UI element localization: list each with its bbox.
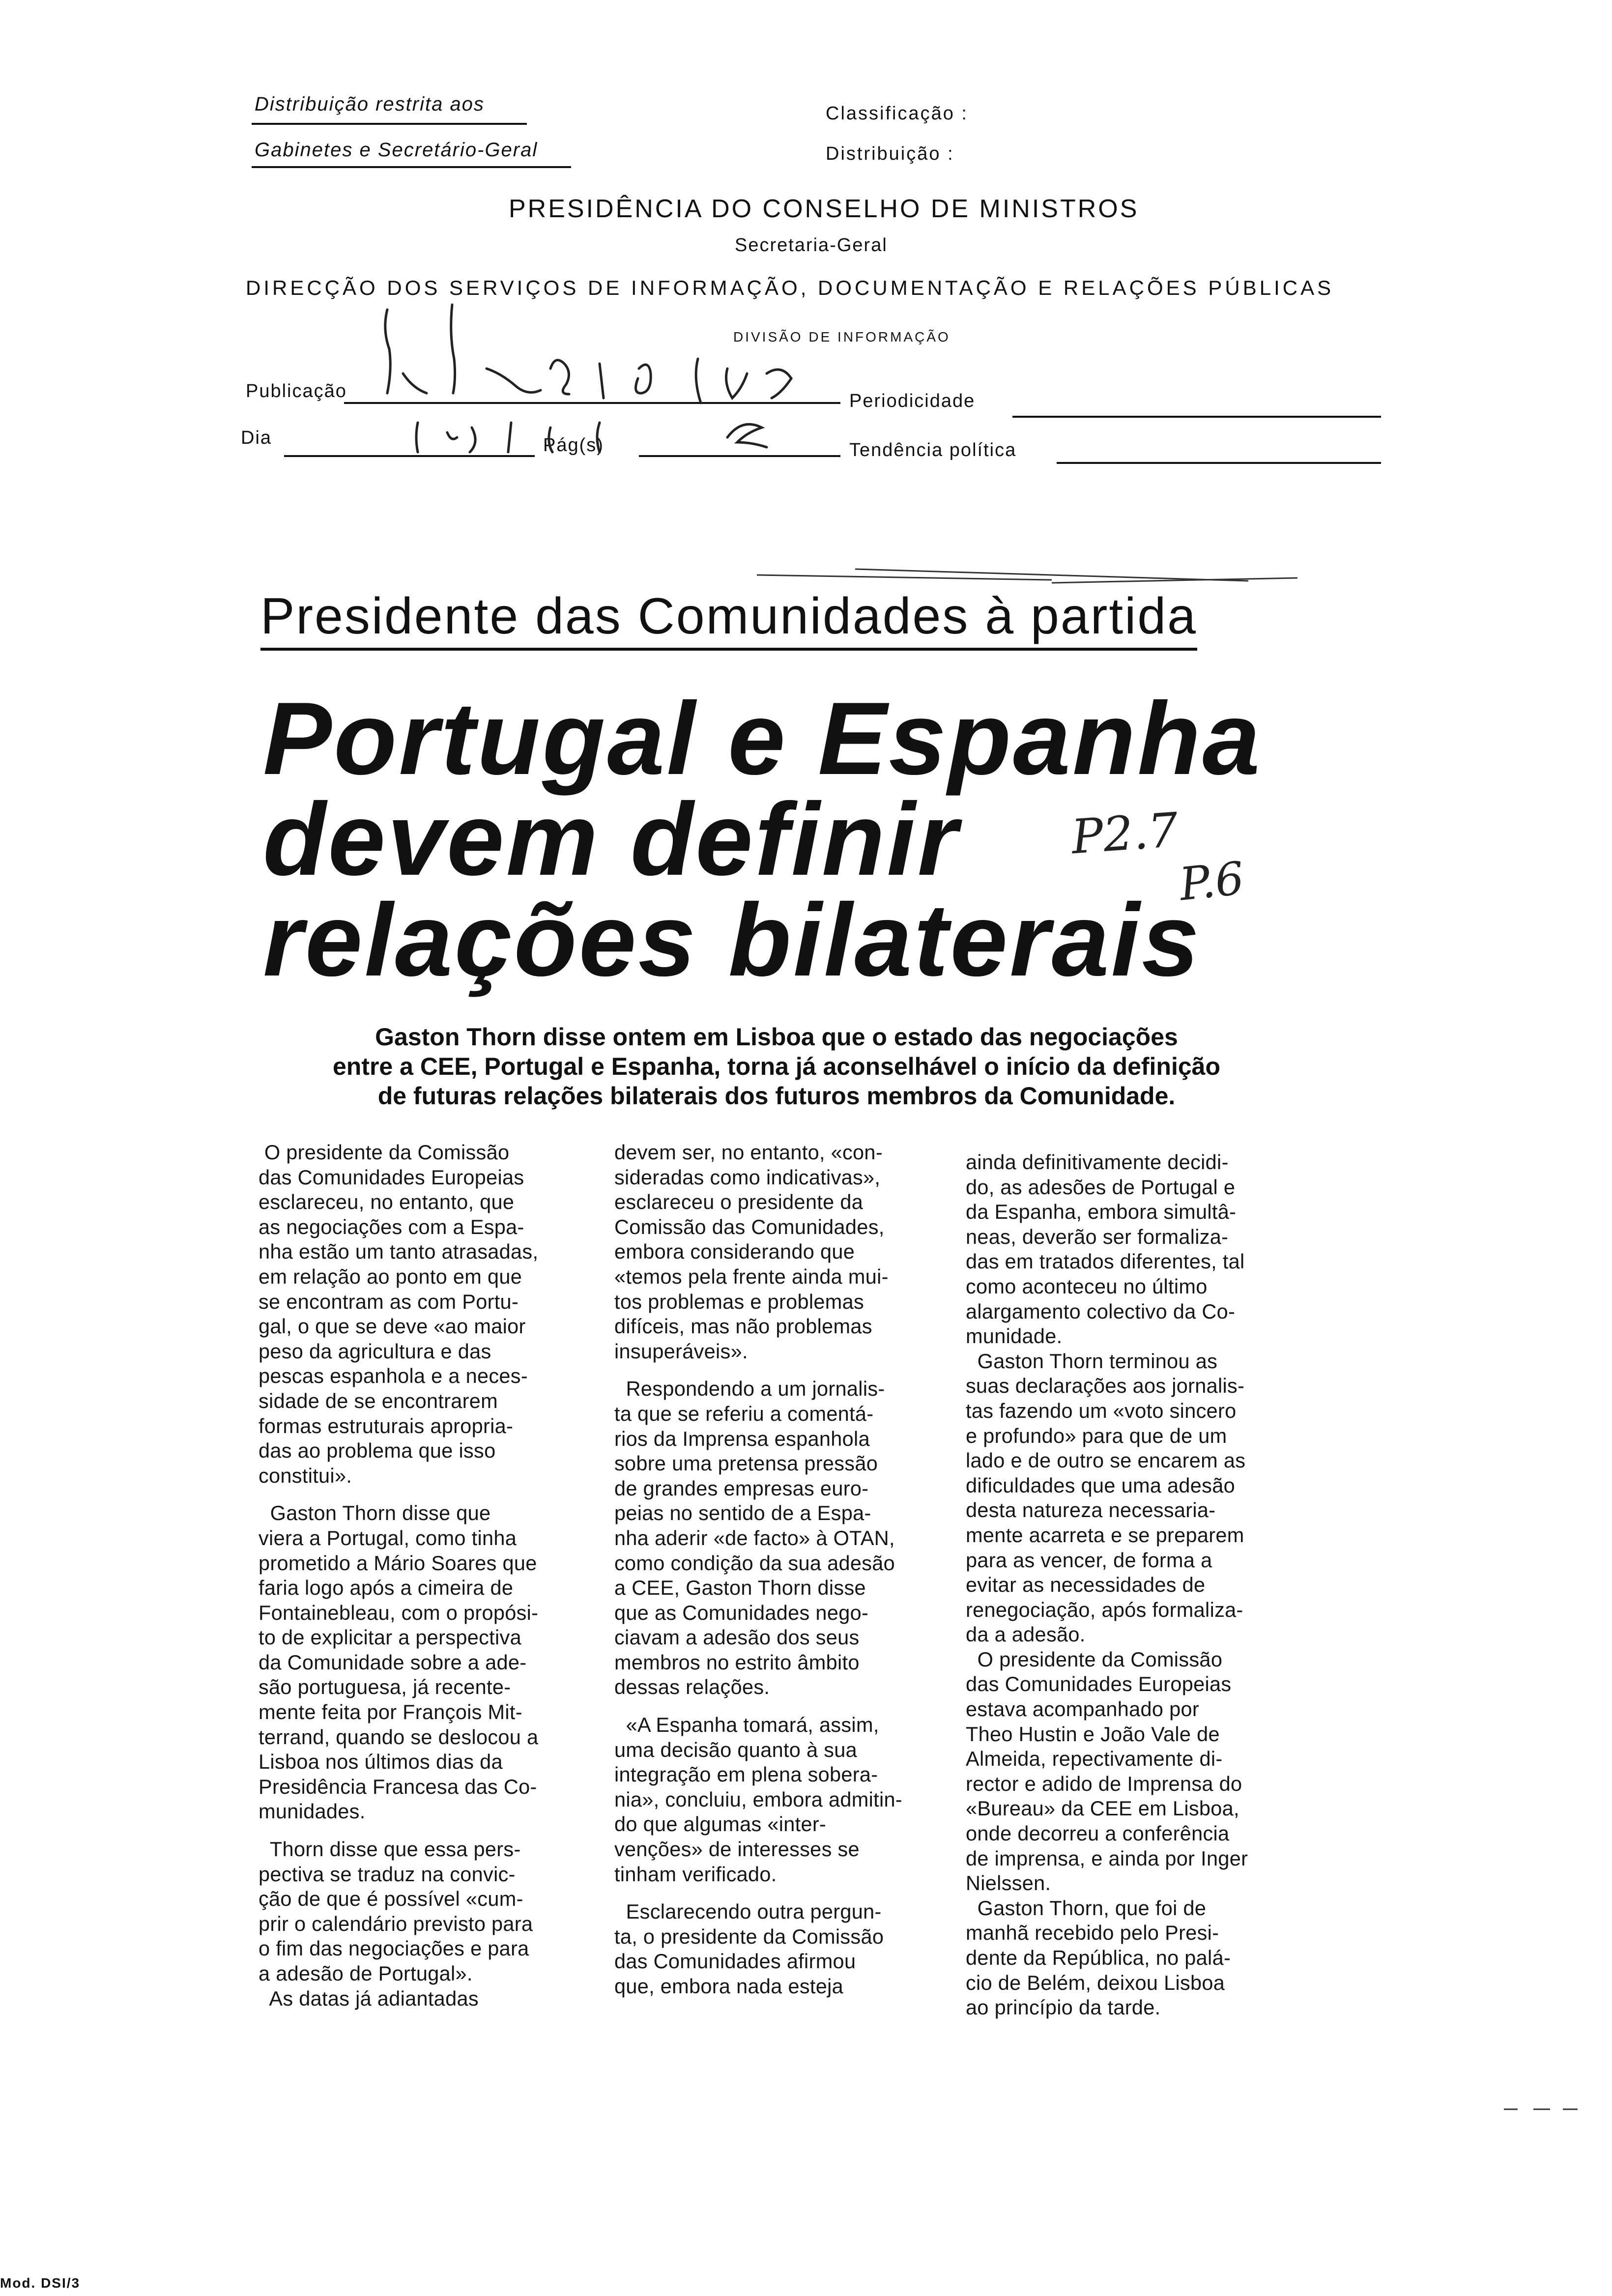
column-text-line: terrand, quando se deslocou a [259,1725,539,1749]
lead-line: Gaston Thorn disse ontem em Lisboa que o estado das negociações [375,1023,1178,1051]
day-label: Dia [241,428,272,448]
column-text-line: ta, o presidente da Comissão [614,1924,884,1948]
column-text-line: «temos pela frente ainda mui- [614,1264,889,1288]
column-text-line: nia», concluiu, embora admitin- [614,1787,902,1811]
form-model-code: Mod. DSI/3 [0,2275,81,2291]
column-text-line: pectiva se traduz na convic- [259,1862,516,1886]
column-text-line: As datas já adiantadas [259,1986,479,2010]
handwritten-publication-scribble [374,295,865,482]
column-text-line: alargamento colectivo da Co- [966,1299,1236,1323]
column-text-line: difíceis, mas não problemas [614,1315,872,1338]
column-text-line: sobre uma pretensa pressão [614,1452,878,1475]
column-text-line: desta natureza necessaria- [966,1498,1216,1522]
column-text-line: ta que se referiu a comentá- [614,1402,874,1425]
column-text-line: O presidente da Comissão [259,1141,510,1164]
information-division: DIVISÃO DE INFORMAÇÃO [733,329,950,344]
column-text-line: nha estão um tanto atrasadas, [259,1240,539,1263]
column-text-line: como aconteceu no último [966,1274,1208,1298]
article-column-2 [614,1140,929,1999]
periodicity-field-line [1012,416,1381,418]
column-text-line: evitar as necessidades de [966,1573,1206,1597]
rule [252,123,527,125]
column-text-line: estava acompanhado por [966,1697,1199,1721]
column-text-line: rector e adido de Imprensa do [966,1772,1242,1795]
paragraph-gap [614,1364,929,1377]
column-text-line: tos problemas e problemas [614,1290,864,1313]
column-text-line: para as vencer, de forma a [966,1548,1212,1572]
column-text-line: de grandes empresas euro- [614,1476,869,1500]
column-text-line: Lisboa nos últimos dias da [259,1750,503,1774]
article-kicker: Presidente das Comunidades à partida [260,587,1197,651]
column-text-line: as negociações com a Espa- [259,1215,524,1238]
column-text-line: da Comunidade sobre a ade- [259,1650,527,1674]
distribution-label: Distribuição : [826,144,954,164]
column-text-line: rios da Imprensa espanhola [614,1427,870,1450]
column-text-line: «A Espanha tomará, assim, [614,1713,879,1737]
column-text-line: pescas espanhola e a neces- [259,1364,528,1388]
column-text-line: se encontram as com Portu- [259,1290,519,1313]
restricted-distribution-line1: Distribuição restrita aos [255,93,485,115]
column-text-line: insuperáveis». [614,1339,748,1363]
column-text-line: membros no estrito âmbito [614,1650,860,1674]
column-text-line: nha aderir «de facto» à OTAN, [614,1526,895,1550]
column-text-line: Gaston Thorn disse que [259,1501,491,1525]
column-text-line: devem ser, no entanto, «con- [614,1141,883,1164]
column-text-line: esclareceu, no entanto, que [259,1190,515,1214]
pages-label: Pág(s) [543,435,604,456]
column-text-line: neas, deverão ser formaliza- [966,1225,1229,1248]
column-text-line: em relação ao ponto em que [259,1264,522,1288]
column-text-line: das ao problema que isso [259,1439,496,1463]
column-text-line: mente feita por François Mit- [259,1700,522,1724]
political-tendency-label: Tendência política [849,440,1017,460]
column-text-line: sideradas como indicativas», [614,1165,881,1189]
column-text-line: ção de que é possível «cum- [259,1887,523,1911]
column-text-line: das Comunidades afirmou [614,1950,856,1973]
handwritten-note-1: P2.7 [1069,802,1180,865]
column-text-line: tinham verificado. [614,1862,777,1886]
column-text-line: Respondendo a um jornalis- [614,1377,885,1401]
column-text-line: Thorn disse que essa pers- [259,1837,521,1861]
column-text-line: como condição da sua adesão [614,1551,895,1575]
column-text-line: formas estruturais apropria- [259,1414,514,1437]
column-text-line: uma decisão quanto à sua [614,1738,858,1761]
column-text-line: das Comunidades Europeias [966,1672,1232,1696]
column-text-line: Gaston Thorn terminou as [966,1349,1218,1373]
column-text-line: dificuldades que uma adesão [966,1473,1235,1497]
column-text-line: e profundo» para que de um [966,1424,1227,1447]
headline-line-2: devem definir [263,781,960,897]
column-text-line: cio de Belém, deixou Lisboa [966,1971,1225,1994]
article-column-1 [259,1140,573,2011]
rule [252,166,571,168]
paragraph-gap [614,1700,929,1713]
directorate-line: DIRECÇÃO DOS SERVIÇOS DE INFORMAÇÃO, DOCUMENTAÇÃO E RELAÇÕES PÚBLICAS [246,276,1334,299]
column-text-line: que as Comunidades nego- [614,1601,869,1624]
column-text-line: são portuguesa, já recente- [259,1675,511,1699]
column-text-line: integração em plena sobera- [614,1763,878,1786]
column-text-line: suas declarações aos jornalis- [966,1374,1245,1398]
paragraph-gap [614,1887,929,1899]
column-text-line: embora considerando que [614,1240,855,1263]
column-text-line: Fontainebleau, com o propósi- [259,1601,539,1624]
column-text-line: Presidência Francesa das Co- [259,1775,537,1798]
tendency-field-line [1057,462,1381,464]
column-text-line: O presidente da Comissão [966,1647,1223,1671]
column-text-line: venções» de interesses se [614,1837,860,1861]
column-text-line: a CEE, Gaston Thorn disse [614,1576,866,1600]
column-text-line: ciavam a adesão dos seus [614,1626,860,1649]
lead-line: de futuras relações bilaterais dos futuros membros da Comunidade. [377,1082,1176,1110]
column-text-line: peso da agricultura e das [259,1339,491,1363]
column-text-line: da Espanha, embora simultâ- [966,1200,1237,1224]
column-text-line: dente da República, no palá- [966,1946,1231,1969]
column-text-line: de imprensa, e ainda por Inger [966,1846,1248,1870]
lead-line: entre a CEE, Portugal e Espanha, torna já aconselhável o início da definição [332,1053,1221,1080]
publication-label: Publicação [246,381,347,402]
column-text-line: Nielssen. [966,1871,1051,1895]
periodicity-label: Periodicidade [849,391,976,411]
column-text-line: que, embora nada esteja [614,1975,844,1998]
column-text-line: Esclarecendo outra pergun- [614,1900,882,1923]
column-text-line: Comissão das Comunidades, [614,1215,885,1238]
column-text-line: ainda definitivamente decidi- [966,1150,1229,1174]
column-text-line: constitui». [259,1464,352,1487]
column-text-line: tas fazendo um «voto sincero [966,1399,1237,1422]
article-column-3 [966,1150,1300,2020]
headline-line-3: relações bilaterais [263,882,1201,998]
handwritten-note-2: P.6 [1177,852,1247,911]
presidency-title: PRESIDÊNCIA DO CONSELHO DE MINISTROS [509,195,1139,223]
column-text-line: lado e de outro se encarem as [966,1449,1246,1472]
column-text-line: ao princípio da tarde. [966,1996,1161,2019]
article-lead [265,1022,1288,1111]
column-text-line: «Bureau» da CEE em Lisboa, [966,1797,1239,1820]
general-secretariat: Secretaria-Geral [735,235,888,256]
paragraph-gap [259,1824,573,1837]
column-text-line: do, as adesões de Portugal e [966,1175,1236,1199]
column-text-line: peias no sentido de a Espa- [614,1501,871,1525]
column-text-line: Theo Hustin e João Vale de [966,1722,1220,1746]
column-text-line: prometido a Mário Soares que [259,1551,537,1575]
column-text-line: dessas relações. [614,1675,770,1699]
column-text-line: manhã recebido pelo Presi- [966,1921,1219,1945]
column-text-line: o fim das negociações e para [259,1937,529,1960]
edge-marks [1504,2103,1583,2118]
headline-line-1: Portugal e Espanha [263,681,1262,796]
column-text-line: mente acarreta e se preparem [966,1523,1244,1547]
column-text-line: da a adesão. [966,1623,1086,1646]
column-text-line: viera a Portugal, como tinha [259,1526,517,1550]
column-text-line: munidades. [259,1800,366,1823]
column-text-line: prir o calendário previsto para [259,1912,533,1935]
column-text-line: esclareceu o presidente da [614,1190,864,1214]
column-text-line: das Comunidades Europeias [259,1165,524,1189]
classification-label: Classificação : [826,103,968,124]
column-text-line: a adesão de Portugal». [259,1962,473,1985]
column-text-line: das em tratados diferentes, tal [966,1250,1245,1273]
column-text-line: to de explicitar a perspectiva [259,1626,521,1649]
restricted-distribution-line2: Gabinetes e Secretário-Geral [255,139,538,161]
column-text-line: sidade de se encontrarem [259,1389,498,1412]
column-text-line: onde decorreu a conferência [966,1822,1230,1845]
column-text-line: Almeida, repectivamente di- [966,1747,1223,1771]
column-text-line: Gaston Thorn, que foi de [966,1896,1207,1920]
column-text-line: do que algumas «inter- [614,1812,827,1836]
column-text-line: renegociação, após formaliza- [966,1598,1243,1621]
column-text-line: munidade. [966,1324,1063,1348]
column-text-line: gal, o que se deve «ao maior [259,1315,526,1338]
column-text-line: faria logo após a cimeira de [259,1576,514,1600]
paragraph-gap [259,1488,573,1501]
